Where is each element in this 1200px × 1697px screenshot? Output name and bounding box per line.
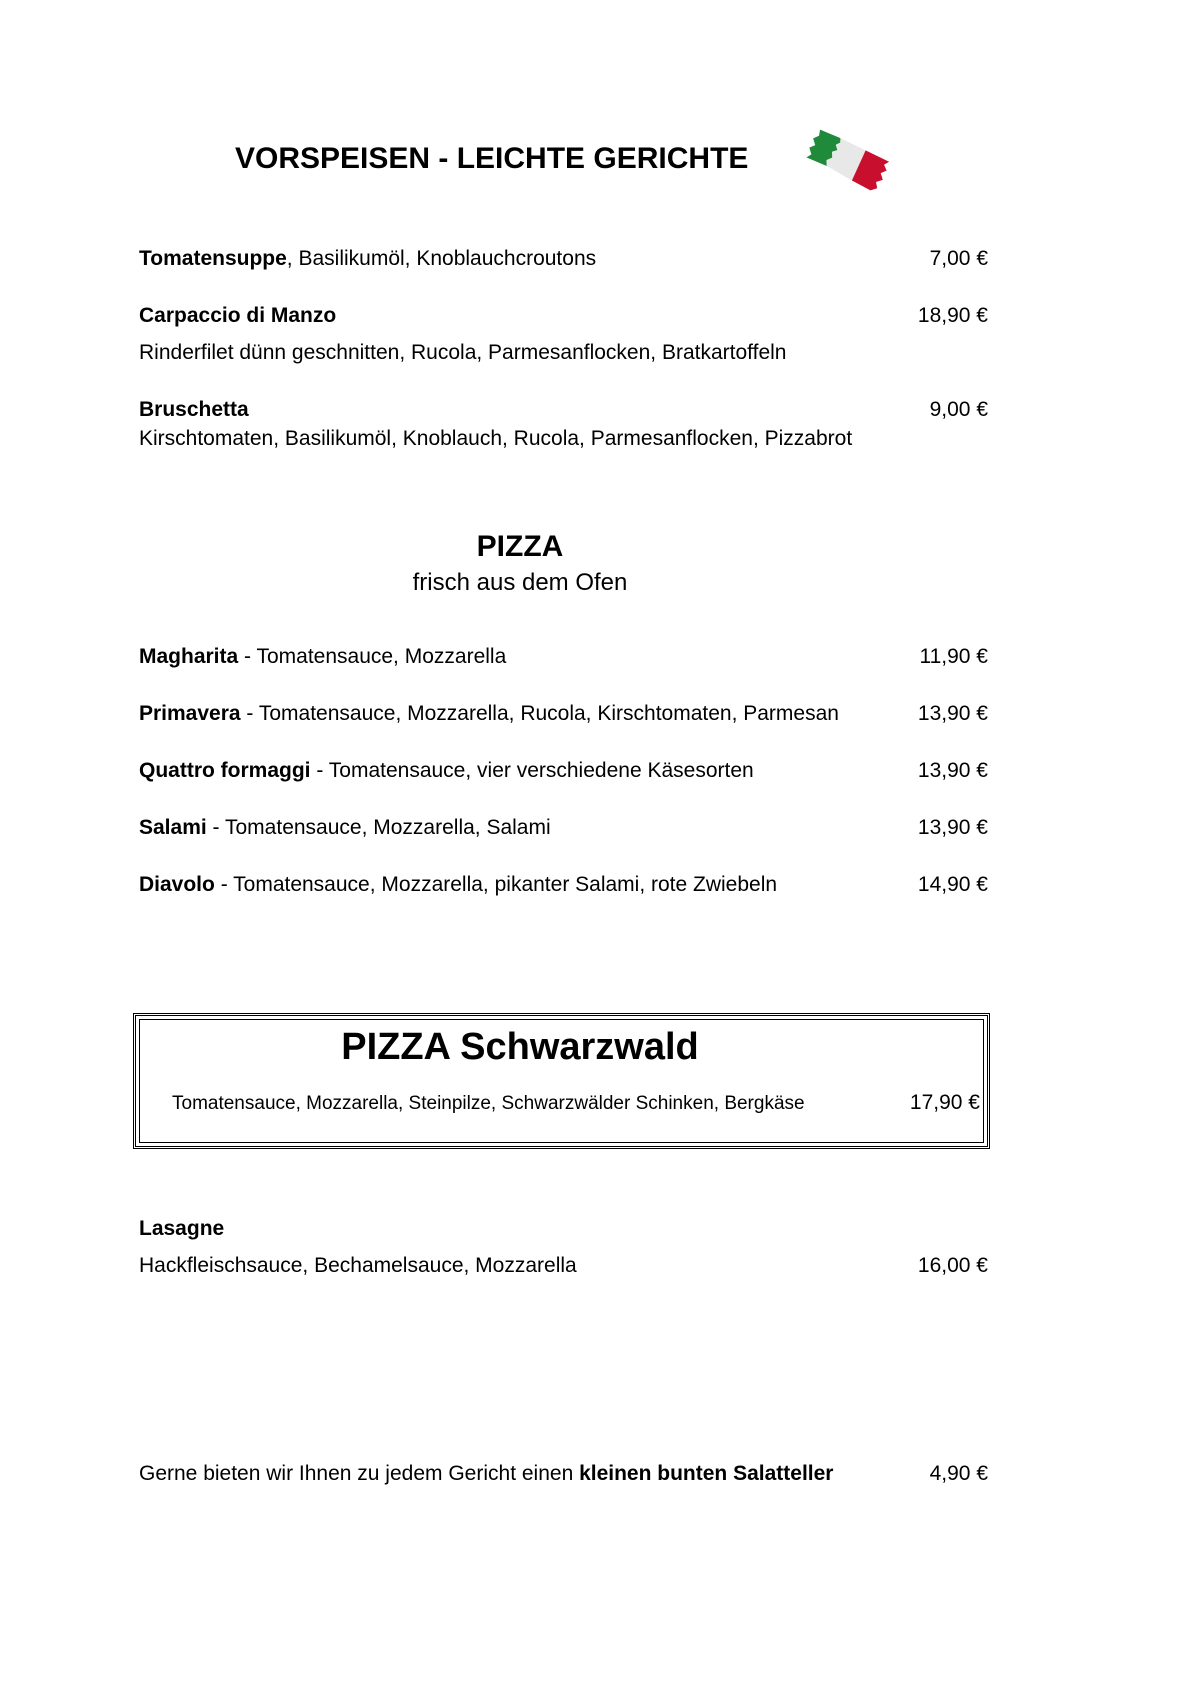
dish-description: - Tomatensauce, Mozzarella, Rucola, Kirschtomaten, Parmesan [240, 702, 839, 725]
menu-item-salami [139, 815, 551, 841]
dish-name: Magharita [139, 645, 239, 668]
dish-description: - Tomatensauce, vier verschiedene Käsesorten [310, 759, 754, 782]
dish-description: Kirschtomaten, Basilikumöl, Knoblauch, Rucola, Parmesanflocken, Pizzabrot [139, 427, 853, 450]
special-pizza-title: PIZZA Schwarzwald [341, 1026, 699, 1068]
menu-item-diavolo [139, 872, 777, 898]
price: 13,90 € [917, 816, 988, 839]
menu-item-tomatensuppe [139, 246, 596, 272]
menu-item-quattro-formaggi [139, 758, 754, 784]
dish-description: - Tomatensauce, Mozzarella, Salami [206, 816, 551, 839]
special-pizza-description: Tomatensauce, Mozzarella, Steinpilze, Schwarzwälder Schinken, Bergkäse [172, 1093, 805, 1114]
price: 13,90 € [917, 759, 988, 782]
dish-name: Quattro formaggi [139, 759, 311, 782]
price: 7,00 € [929, 247, 988, 270]
dish-name: Primavera [139, 702, 241, 725]
italian-flag-icon [800, 120, 895, 205]
section-title-pizza: PIZZA [476, 530, 564, 563]
price: 14,90 € [917, 873, 988, 896]
dish-name-carpaccio: Carpaccio di Manzo [139, 304, 337, 327]
dish-description: Rinderfilet dünn geschnitten, Rucola, Parmesanflocken, Bratkartoffeln [139, 341, 787, 364]
section-subtitle-pizza: frisch aus dem Ofen [412, 569, 628, 596]
price: 9,00 € [929, 398, 988, 421]
salad-offer-text: Gerne bieten wir Ihnen zu jedem Gericht einen kleinen bunten Salatteller [139, 1462, 834, 1485]
dish-name: Salami [139, 816, 207, 839]
special-pizza-price: 17,90 € [909, 1091, 980, 1114]
menu-item-primavera [139, 701, 839, 727]
section-title-vorspeisen: VORSPEISEN - LEICHTE GERICHTE [235, 142, 749, 175]
dish-description: Hackfleischsauce, Bechamelsauce, Mozzarella [139, 1254, 577, 1277]
price: 18,90 € [917, 304, 988, 327]
menu-item-magharita [139, 644, 506, 670]
dish-name: Tomatensuppe [139, 247, 287, 270]
price: 11,90 € [919, 645, 988, 668]
price: 4,90 € [929, 1462, 988, 1485]
dish-description: - Tomatensauce, Mozzarella [238, 645, 507, 668]
price: 13,90 € [917, 702, 988, 725]
dish-description: - Tomatensauce, Mozzarella, pikanter Salami, rote Zwiebeln [214, 873, 778, 896]
dish-name-bruschetta: Bruschetta [139, 398, 249, 421]
dish-name: Diavolo [139, 873, 215, 896]
price: 16,00 € [917, 1254, 988, 1277]
dish-description: , Basilikumöl, Knoblauchcroutons [286, 247, 597, 270]
dish-name-lasagne: Lasagne [139, 1217, 225, 1240]
